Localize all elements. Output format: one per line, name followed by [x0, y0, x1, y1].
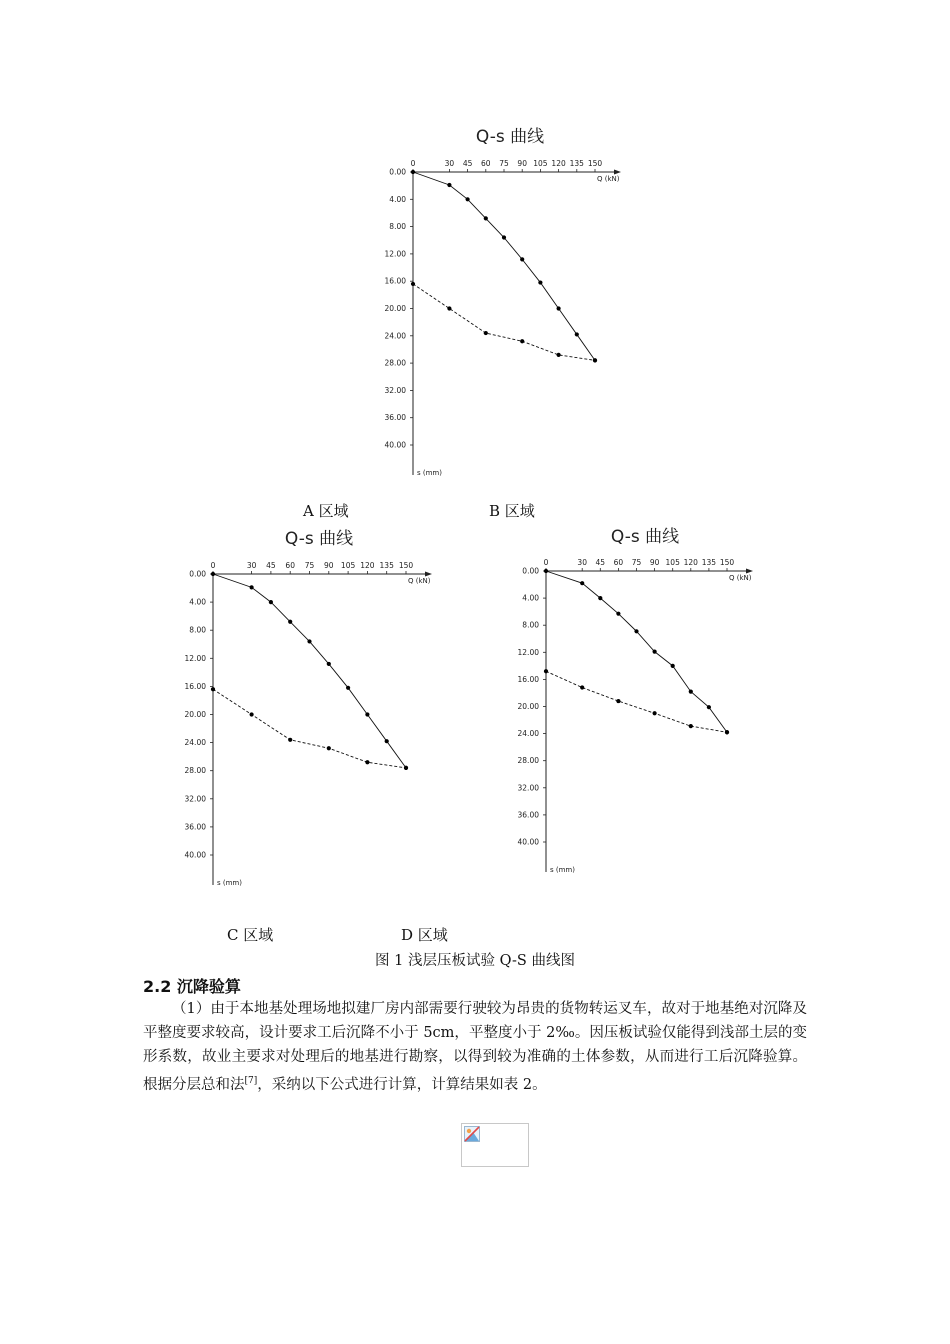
unloading-point — [327, 746, 331, 750]
y-tick-label: 36.00 — [384, 413, 406, 423]
unloading-point — [593, 358, 597, 362]
x-tick-label: 30 — [444, 159, 455, 168]
y-tick-label: 0.00 — [189, 569, 206, 579]
x-tick-label: 90 — [649, 558, 660, 567]
x-axis-label: Q (kN) — [408, 577, 431, 585]
loading-point — [671, 664, 675, 668]
paragraph-text: （1）由于本地基处理场地拟建厂房内部需要行驶较为昂贵的货物转运叉车，故对于地基绝对沉降及平整度要求较高，设计要求工后沉降不小于 5cm，平整度小于 2‰。因压板试验仅能得到浅部土层的变形系数，故业主要求对处理后的地基进行勘察，以得到较为准确的土体参数，从而进行工后沉降验算。根据分层总和法 — [143, 1001, 807, 1093]
y-tick-label: 16.00 — [517, 674, 539, 684]
loading-point — [250, 585, 254, 589]
loading-point — [502, 235, 506, 239]
unloading-point — [288, 738, 292, 742]
x-tick-label: 120 — [360, 561, 375, 570]
chart-bottom-left — [173, 522, 443, 897]
x-tick-label: 90 — [517, 159, 527, 168]
y-tick-label: 8.00 — [189, 625, 206, 635]
figure-caption: 图 1 浅层压板试验 Q-S 曲线图 — [375, 953, 575, 969]
section-heading: 2.2 沉降验算 — [143, 977, 241, 996]
y-tick-label: 28.00 — [517, 756, 539, 766]
loading-point — [707, 705, 711, 709]
x-tick-label: 60 — [481, 159, 491, 168]
chart-title: Q-s 曲线 — [610, 527, 680, 547]
chart-top — [370, 122, 630, 487]
loading-point — [466, 197, 470, 201]
x-tick-label: 60 — [613, 558, 624, 567]
y-tick-label: 24.00 — [517, 729, 539, 739]
x-tick-label: 105 — [665, 558, 680, 567]
loading-point — [557, 306, 561, 310]
x-tick-label: 120 — [683, 558, 698, 567]
y-tick-label: 4.00 — [389, 194, 406, 204]
y-tick-label: 16.00 — [184, 681, 206, 691]
x-axis-arrow — [746, 569, 753, 574]
x-tick-label: 150 — [719, 558, 735, 567]
x-tick-label: 60 — [285, 561, 295, 570]
loading-point — [288, 620, 292, 624]
loading-point — [346, 686, 350, 690]
loading-point — [544, 569, 548, 573]
qs-chart-bottom-right — [508, 520, 768, 882]
x-axis-label: Q (kN) — [729, 574, 752, 582]
unloading-point — [411, 282, 415, 286]
y-tick-label: 32.00 — [517, 783, 539, 793]
y-tick-label: 0.00 — [389, 167, 406, 177]
y-tick-label: 20.00 — [384, 304, 406, 313]
y-tick-label: 12.00 — [384, 249, 406, 259]
x-tick-label: 45 — [595, 558, 606, 567]
x-tick-label: 150 — [398, 561, 414, 570]
y-tick-label: 0.00 — [522, 566, 539, 576]
loading-point — [411, 170, 415, 174]
loading-point — [653, 650, 657, 654]
loading-point — [327, 662, 331, 666]
y-tick-label: 20.00 — [517, 702, 539, 711]
loading-point — [211, 572, 215, 576]
x-tick-label: 30 — [246, 561, 257, 570]
x-axis-arrow — [425, 572, 432, 577]
y-tick-label: 40.00 — [184, 850, 206, 860]
y-tick-label: 12.00 — [184, 653, 206, 663]
qs-chart-bottom-left — [173, 522, 443, 897]
formula-image-placeholder — [461, 1123, 529, 1167]
y-axis-label: s (mm) — [550, 866, 575, 874]
unloading-point — [580, 685, 584, 689]
y-tick-label: 4.00 — [522, 593, 539, 603]
unloading-point — [616, 699, 620, 703]
y-axis-label: s (mm) — [217, 879, 242, 887]
loading-point — [269, 600, 273, 604]
y-tick-label: 12.00 — [517, 647, 539, 657]
y-axis-label: s (mm) — [417, 469, 442, 477]
region-label-c: C 区域 — [227, 926, 274, 944]
x-tick-label: 45 — [462, 159, 473, 168]
y-tick-label: 40.00 — [384, 440, 406, 450]
x-tick-label: 0 — [210, 561, 216, 570]
y-tick-label: 8.00 — [389, 222, 406, 232]
unloading-point — [725, 730, 729, 734]
loading-point — [385, 739, 389, 743]
unloading-point — [544, 669, 548, 673]
x-tick-label: 150 — [587, 159, 603, 168]
y-tick-label: 32.00 — [184, 794, 206, 804]
unloading-point — [250, 712, 254, 716]
unloading-point — [404, 766, 408, 770]
loading-curve — [413, 172, 595, 360]
x-axis-arrow — [614, 170, 621, 175]
unloading-point — [689, 724, 693, 728]
region-label-d: D 区域 — [401, 926, 448, 944]
loading-point — [447, 183, 451, 187]
loading-point — [307, 639, 311, 643]
broken-image-icon — [464, 1126, 480, 1142]
unloading-curve — [546, 671, 727, 732]
region-label-b: B 区域 — [489, 502, 535, 520]
y-tick-label: 16.00 — [384, 276, 406, 286]
region-label-a: A 区域 — [303, 502, 349, 520]
paragraph-tail: ，采纳以下公式进行计算，计算结果如表 2。 — [257, 1076, 547, 1093]
x-tick-label: 0 — [543, 558, 549, 567]
x-axis-label: Q (kN) — [597, 175, 620, 183]
loading-point — [634, 629, 638, 633]
x-tick-label: 135 — [569, 159, 584, 168]
body-paragraph — [143, 997, 807, 1097]
x-tick-label: 75 — [499, 159, 509, 168]
x-tick-label: 135 — [379, 561, 394, 570]
y-tick-label: 4.00 — [189, 597, 206, 607]
unloading-point — [520, 339, 524, 343]
unloading-point — [365, 760, 369, 764]
x-tick-label: 105 — [340, 561, 356, 570]
y-tick-label: 32.00 — [384, 385, 406, 395]
loading-point — [689, 689, 693, 693]
citation-ref[interactable]: [7] — [244, 1076, 258, 1086]
y-tick-label: 28.00 — [384, 358, 406, 368]
x-tick-label: 120 — [551, 159, 566, 168]
y-tick-label: 24.00 — [384, 331, 406, 341]
y-tick-label: 24.00 — [184, 738, 206, 748]
loading-point — [365, 712, 369, 716]
loading-point — [598, 596, 602, 600]
x-tick-label: 90 — [324, 561, 334, 570]
y-tick-label: 28.00 — [184, 766, 206, 776]
loading-point — [616, 612, 620, 616]
unloading-point — [557, 353, 561, 357]
chart-title: Q-s 曲线 — [475, 127, 545, 147]
y-tick-label: 36.00 — [184, 822, 206, 832]
qs-chart-top — [370, 122, 630, 487]
x-tick-label: 105 — [533, 159, 548, 168]
loading-point — [575, 332, 579, 336]
unloading-point — [653, 711, 657, 715]
chart-title: Q-s 曲线 — [284, 529, 354, 549]
y-tick-label: 20.00 — [184, 710, 206, 719]
loading-point — [520, 257, 524, 261]
y-tick-label: 8.00 — [522, 620, 539, 630]
x-tick-label: 45 — [266, 561, 276, 570]
x-tick-label: 75 — [631, 558, 642, 567]
chart-bottom-right — [508, 520, 768, 882]
loading-curve — [546, 571, 727, 732]
unloading-point — [484, 331, 488, 335]
x-tick-label: 30 — [577, 558, 587, 567]
unloading-point — [447, 306, 451, 310]
loading-curve — [213, 574, 406, 768]
unloading-point — [211, 687, 215, 691]
y-tick-label: 40.00 — [517, 837, 539, 847]
x-tick-label: 0 — [410, 159, 416, 168]
y-tick-label: 36.00 — [517, 810, 539, 820]
loading-point — [484, 216, 488, 220]
loading-point — [580, 581, 584, 585]
loading-point — [538, 280, 542, 284]
x-tick-label: 75 — [304, 561, 315, 570]
x-tick-label: 135 — [701, 558, 717, 567]
